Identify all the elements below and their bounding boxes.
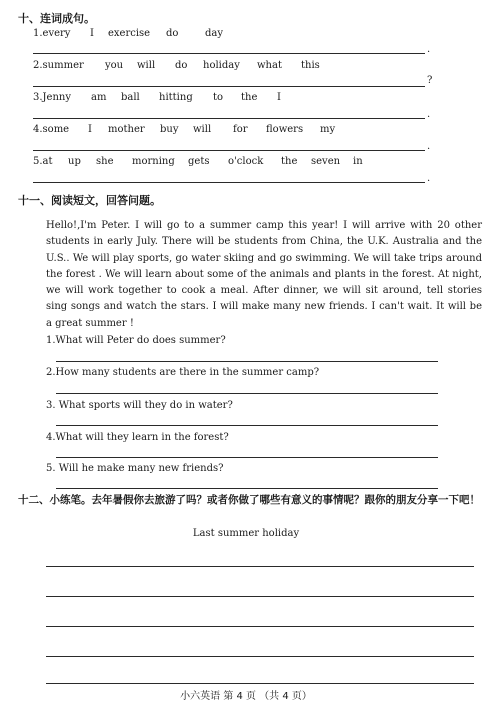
section-11-title: 十一、阅读短文，回答问题。 bbox=[18, 194, 161, 207]
scrambled-word: will bbox=[193, 124, 212, 135]
answer-line[interactable] bbox=[33, 53, 425, 54]
scrambled-word: I bbox=[88, 124, 92, 135]
writing-line[interactable] bbox=[46, 683, 474, 684]
question-text: 2.How many students are there in the summer camp? bbox=[46, 367, 320, 378]
scrambled-word: morning bbox=[132, 156, 175, 167]
writing-line[interactable] bbox=[46, 596, 474, 597]
answer-line[interactable] bbox=[56, 457, 438, 458]
scrambled-word: do bbox=[175, 60, 188, 71]
item-number-word: 3.Jenny bbox=[33, 92, 71, 103]
answer-line[interactable] bbox=[56, 488, 438, 489]
scrambled-word: day bbox=[205, 28, 224, 39]
scrambled-word: my bbox=[320, 124, 336, 135]
scrambled-word: holiday bbox=[203, 60, 240, 71]
scrambled-word: the bbox=[241, 92, 258, 103]
question-text: 5. Will he make many new friends? bbox=[46, 463, 224, 474]
scrambled-word: gets bbox=[188, 156, 210, 167]
scrambled-word: mother bbox=[108, 124, 145, 135]
scrambled-word: will bbox=[137, 60, 156, 71]
end-punctuation: . bbox=[427, 141, 431, 152]
scrambled-word: buy bbox=[160, 124, 179, 135]
item-number-word: 5.at bbox=[33, 156, 53, 167]
writing-heading: Last summer holiday bbox=[192, 528, 300, 539]
end-punctuation: . bbox=[427, 173, 431, 184]
scrambled-word: for bbox=[233, 124, 248, 135]
end-punctuation: . bbox=[427, 44, 431, 55]
question-text: 4.What will they learn in the forest? bbox=[46, 432, 229, 443]
item-number-word: 1.every bbox=[33, 28, 71, 39]
end-punctuation: ? bbox=[427, 75, 433, 86]
scrambled-word: to bbox=[213, 92, 224, 103]
scrambled-word: in bbox=[353, 156, 363, 167]
item-number-word: 4.some bbox=[33, 124, 70, 135]
writing-line[interactable] bbox=[46, 656, 474, 657]
end-punctuation: . bbox=[427, 109, 431, 120]
scrambled-word: I bbox=[277, 92, 281, 103]
item-number-word: 2.summer bbox=[33, 60, 84, 71]
scrambled-word: o'clock bbox=[228, 156, 264, 167]
answer-line[interactable] bbox=[56, 425, 438, 426]
answer-line[interactable] bbox=[33, 150, 425, 151]
section-12-title: 十二、小练笔。去年暑假你去旅游了吗？或者你做了哪些有意义的事情呢？跟你的朋友分享一下吧！ bbox=[18, 494, 480, 506]
scrambled-word: flowers bbox=[266, 124, 304, 135]
scrambled-word: the bbox=[281, 156, 298, 167]
answer-line[interactable] bbox=[56, 361, 438, 362]
scrambled-word: what bbox=[257, 60, 282, 71]
answer-line[interactable] bbox=[33, 118, 425, 119]
scrambled-word: ball bbox=[121, 92, 140, 103]
scrambled-word: seven bbox=[311, 156, 341, 167]
scrambled-word: hitting bbox=[159, 92, 193, 103]
scrambled-word: this bbox=[301, 60, 320, 71]
answer-line[interactable] bbox=[33, 182, 425, 183]
page-footer: 小六英语 第 4 页 （共 4 页） bbox=[180, 691, 312, 702]
scrambled-word: I bbox=[90, 28, 94, 39]
writing-line[interactable] bbox=[46, 626, 474, 627]
scrambled-word: do bbox=[166, 28, 179, 39]
answer-line[interactable] bbox=[56, 393, 438, 394]
scrambled-word: you bbox=[105, 60, 124, 71]
scrambled-word: up bbox=[68, 156, 81, 167]
scrambled-word: am bbox=[91, 92, 107, 103]
scrambled-word: she bbox=[96, 156, 114, 167]
writing-line[interactable] bbox=[46, 566, 474, 567]
question-text: 3. What sports will they do in water? bbox=[46, 400, 233, 411]
question-text: 1.What will Peter do does summer? bbox=[46, 335, 226, 346]
answer-line[interactable] bbox=[33, 86, 425, 87]
reading-passage: Hello!,I'm Peter. I will go to a summer camp this year! I will arrive with 20 other students in early July. There will be students from China, the U.K. Australia and the U.S.. We will play sports, go water skiing and go swimming. We will take trips around the forest . We will learn about some of the animals and plants in the forest. At night, we will work together to cook a meal. After dinner, we will sit around, tell stories sing songs and watch the stars. I will make many new friends. I can't wait. It will be a great summer ! bbox=[46, 220, 482, 329]
section-10-title: 十、连词成句。 bbox=[18, 12, 95, 25]
scrambled-word: exercise bbox=[108, 28, 151, 39]
